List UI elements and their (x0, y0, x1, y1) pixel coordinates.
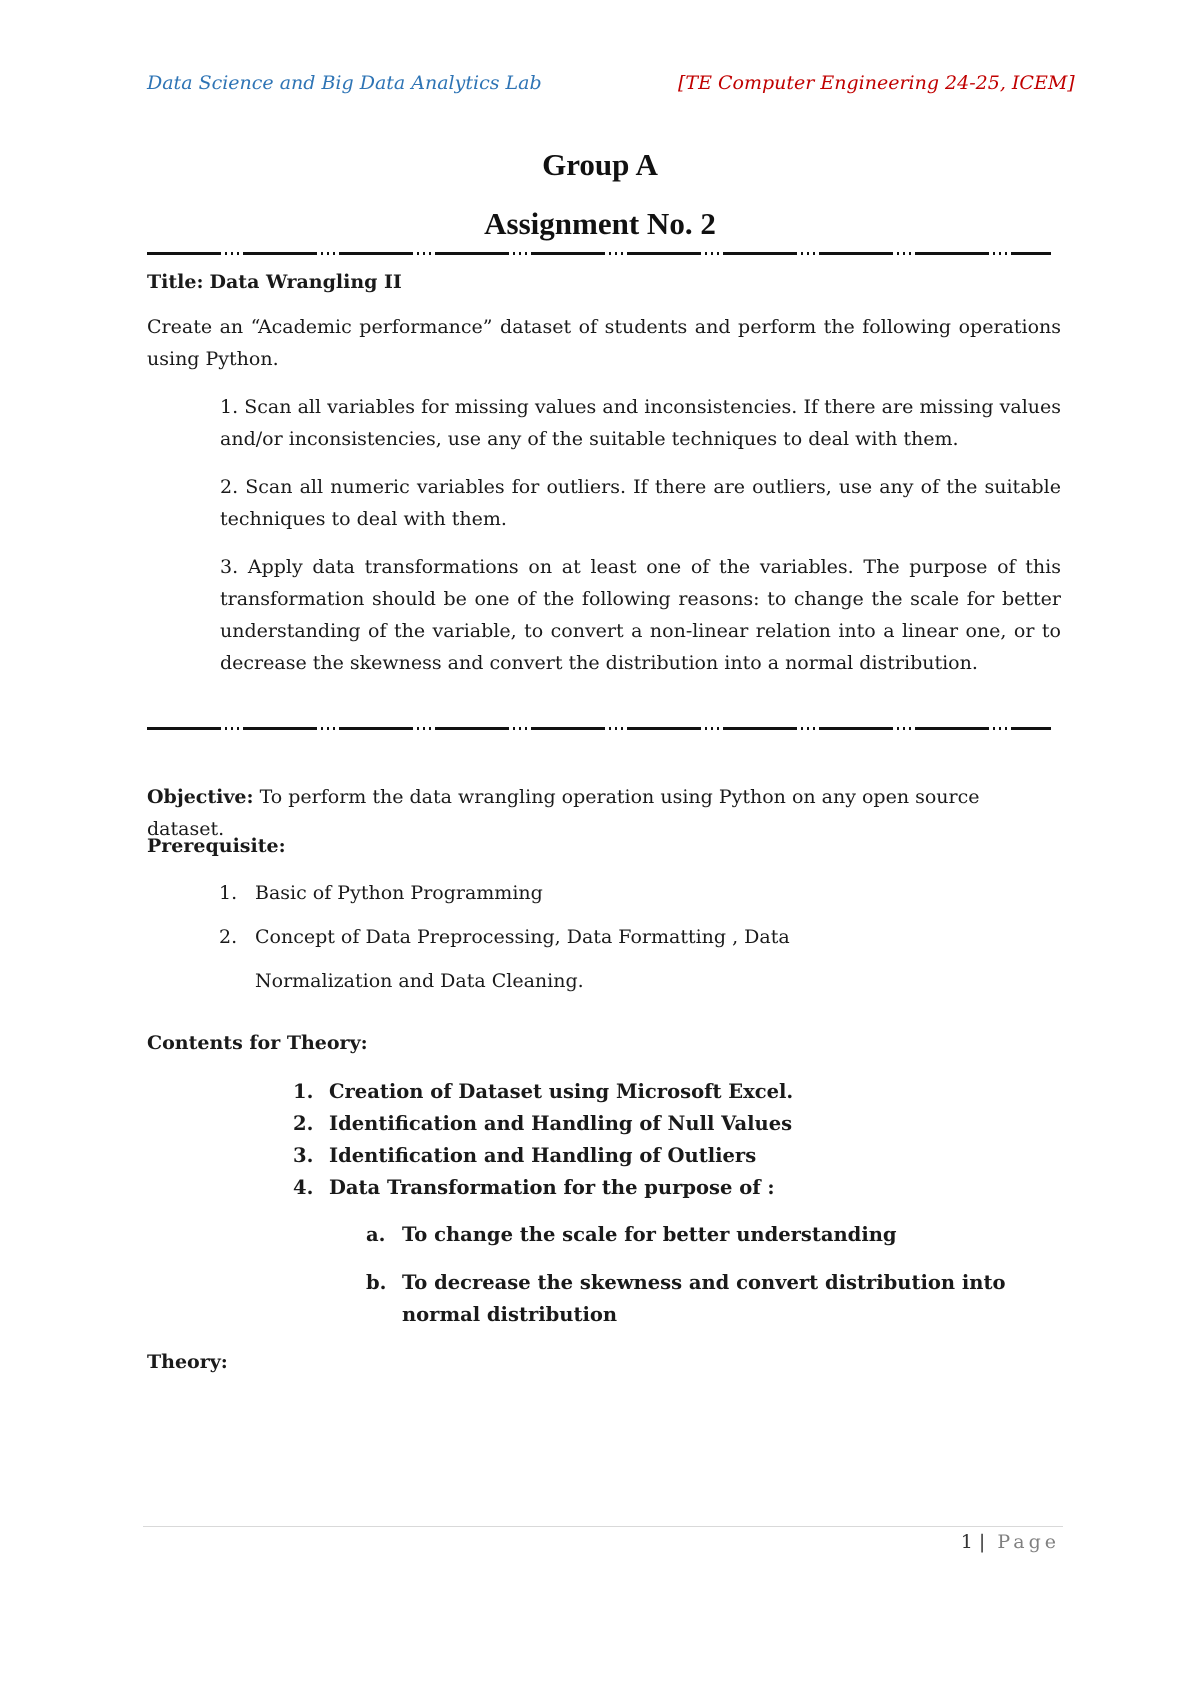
divider-rule-top (147, 252, 1051, 256)
contents-text: Identification and Handling of Null Values (329, 1112, 793, 1135)
contents-number: 1. (293, 1080, 314, 1103)
assignment-title-row (147, 266, 402, 298)
contents-heading: Contents for Theory: (147, 1032, 368, 1054)
contents-number: 3. (293, 1144, 314, 1167)
contents-subitem-text: To decrease the skewness and convert distribution into normal distribution (402, 1271, 1006, 1326)
contents-text: Data Transformation for the purpose of : (329, 1176, 775, 1199)
contents-number: 2. (293, 1112, 314, 1135)
contents-number: 4. (293, 1176, 314, 1199)
contents-subitem-text: To change the scale for better understanding (402, 1223, 897, 1246)
task-item: 2. Scan all numeric variables for outliers. If there are outliers, use any of the suitable techniques to deal with them. (220, 476, 1061, 530)
prerequisite-number: 1. (219, 882, 238, 904)
objective-label: Objective: (147, 786, 254, 808)
contents-subitem-letter: b. (366, 1271, 387, 1294)
group-title: Group A (542, 147, 658, 182)
header-lab-name: Data Science and Big Data Analytics Lab (147, 72, 542, 94)
task-item: 3. Apply data transformations on at least one of the variables. The purpose of this transformation should be one of the following reasons: to change the scale for better understanding of the variable, to convert a non-linear relation into a linear one, or to decrease the skewness and convert the distribution into a normal distribution. (220, 556, 1061, 674)
prerequisite-continuation: Normalization and Data Cleaning. (255, 970, 584, 992)
prerequisite-text: Basic of Python Programming (255, 882, 543, 904)
divider-rule-bottom (147, 727, 1051, 731)
footer-divider (143, 1526, 1063, 1527)
page-number: 1 (960, 1531, 973, 1553)
page-word: Page (997, 1531, 1060, 1553)
intro-paragraph: Create an “Academic performance” dataset of students and perform the following operations using Python. (147, 316, 1061, 370)
contents-text: Identification and Handling of Outliers (329, 1144, 757, 1167)
footer-page-number (961, 1531, 1060, 1553)
prerequisite-number: 2. (219, 926, 238, 948)
contents-subitem-letter: a. (366, 1223, 386, 1246)
header-course-info: [TE Computer Engineering 24-25, ICEM] (678, 72, 1075, 94)
prerequisite-heading: Prerequisite: (147, 835, 286, 857)
contents-text: Creation of Dataset using Microsoft Excel. (329, 1080, 794, 1103)
objective-text: To perform the data wrangling operation using Python on any open source dataset. (147, 786, 980, 840)
title-value: Data Wrangling II (209, 271, 402, 293)
prerequisite-text: Concept of Data Preprocessing, Data Formatting , Data (255, 926, 790, 948)
task-item: 1. Scan all variables for missing values and inconsistencies. If there are missing values and/or inconsistencies, use any of the suitable techniques to deal with them. (220, 396, 1061, 450)
assignment-title: Assignment No. 2 (484, 206, 716, 241)
theory-heading: Theory: (147, 1351, 228, 1373)
title-label: Title: (147, 271, 204, 293)
page-separator: | (978, 1531, 986, 1553)
